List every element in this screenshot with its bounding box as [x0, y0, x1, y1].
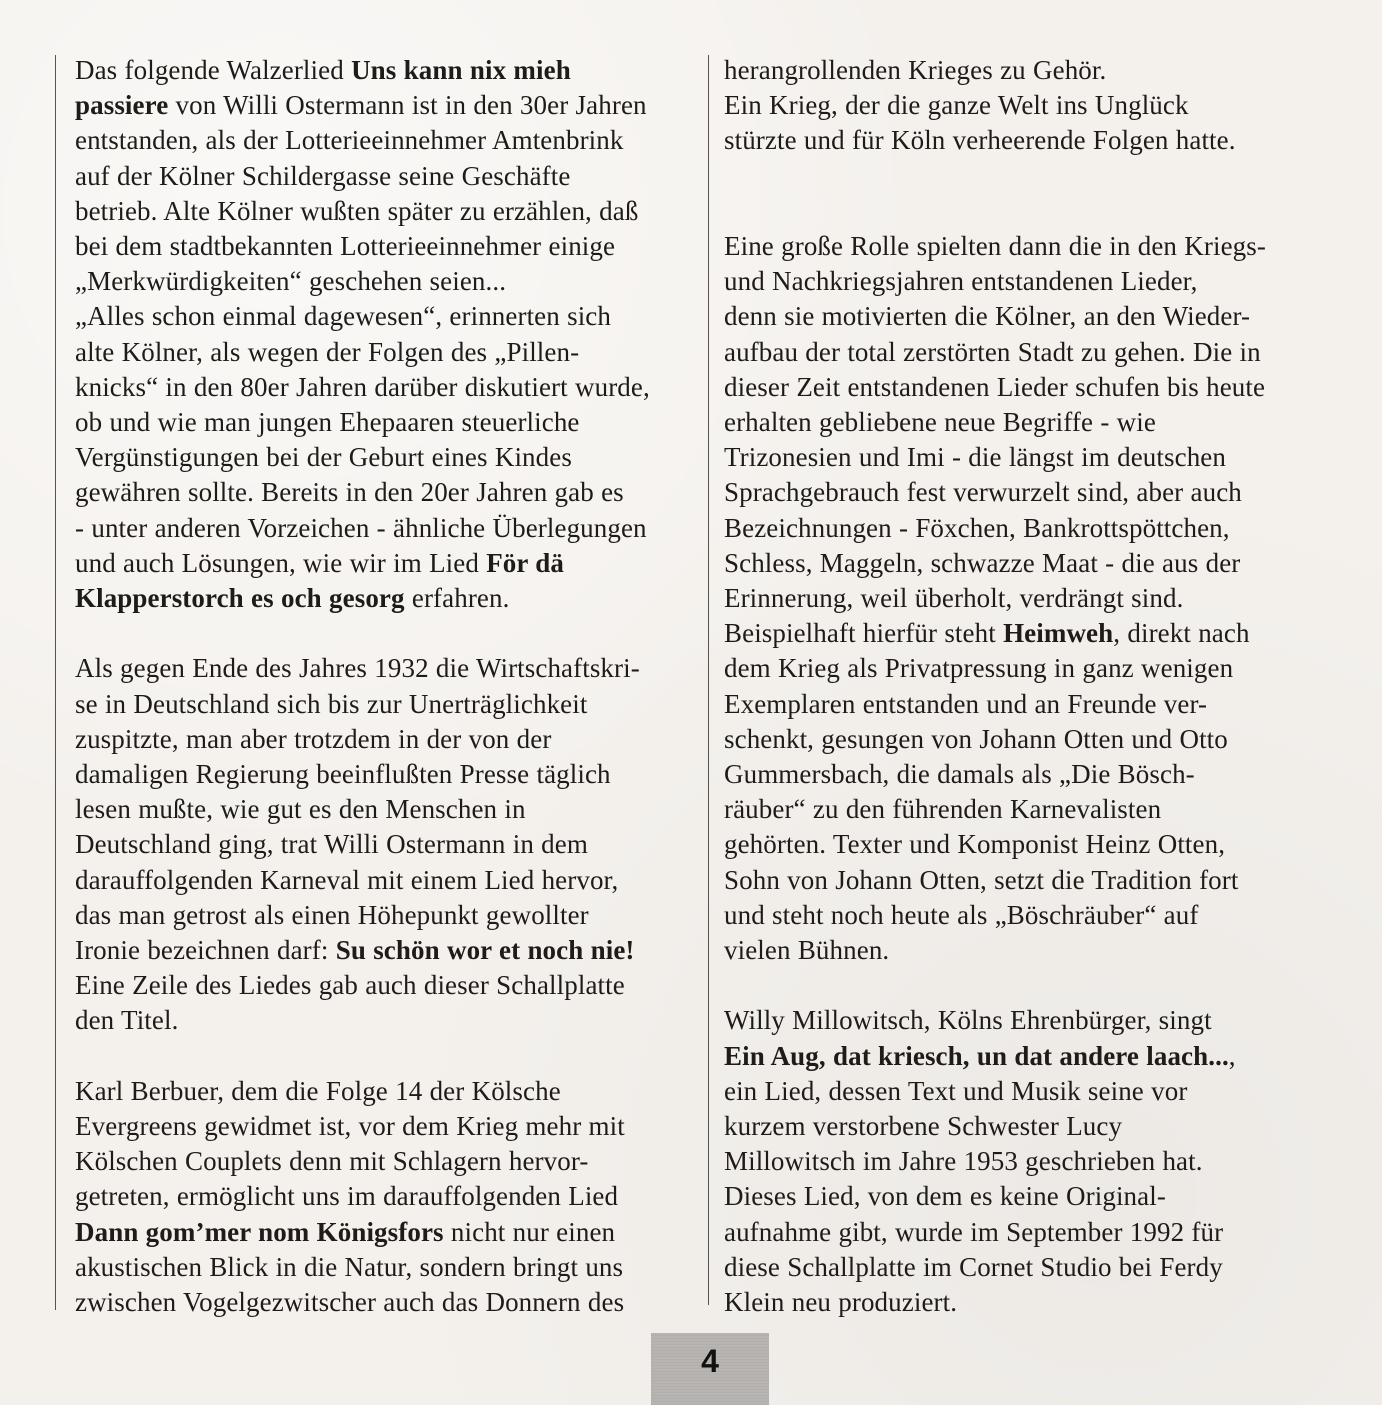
text-line: akustischen Blick in die Natur, sondern bringt uns [75, 1251, 624, 1282]
text-line: zuspitzte, man aber trotzdem in der von der [75, 723, 552, 754]
text-line: auf der Kölner Schildergasse seine Geschäfte [75, 160, 571, 191]
text-line: Als gegen Ende des Jahres 1932 die Wirtschaftskri- [75, 653, 640, 684]
text-line: Millowitsch im Jahre 1953 geschrieben hat. [724, 1146, 1203, 1177]
text-line: Ein Aug, dat kriesch, un dat andere laach..., [724, 1040, 1236, 1071]
text-line: knicks“ in den 80er Jahren darüber diskutiert wurde, [75, 371, 650, 402]
text-line: dem Krieg als Privatpressung in ganz wenigen [724, 653, 1234, 684]
text-line: Gummersbach, die damals als „Die Bösch- [724, 759, 1195, 790]
text-line: dieser Zeit entstandenen Lieder schufen bis heute [724, 371, 1266, 402]
text-line: Erinnerung, weil überholt, verdrängt sind. [724, 583, 1184, 614]
text-line: Exemplaren entstanden und an Freunde ver- [724, 688, 1208, 719]
text-line: aufbau der total zerstörten Stadt zu gehen. Die in [724, 336, 1261, 367]
text-line: Evergreens gewidmet ist, vor dem Krieg mehr mit [75, 1111, 625, 1142]
text-line: ein Lied, dessen Text und Musik seine vor [724, 1075, 1188, 1106]
text-line: Schless, Maggeln, schwazze Maat - die aus der [724, 547, 1241, 578]
text-line: räuber“ zu den führenden Karnevalisten [724, 794, 1162, 825]
text-line: und steht noch heute als „Böschräuber“ auf [724, 899, 1199, 930]
text-line: se in Deutschland sich bis zur Unerträglichkeit [75, 688, 588, 719]
text-line: Karl Berbuer, dem die Folge 14 der Kölsche [75, 1075, 561, 1106]
text-line: Das folgende Walzerlied Uns kann nix mieh [75, 55, 571, 85]
text-line: stürzte und für Köln verheerende Folgen hatte. [724, 125, 1236, 156]
text-line: betrieb. Alte Kölner wußten später zu erzählen, daß [75, 195, 639, 226]
paragraph-spacer [75, 616, 695, 651]
paragraph-spacer [724, 968, 1304, 1003]
text-line: - unter anderen Vorzeichen - ähnliche Überlegungen [75, 512, 647, 543]
text-line: herangrollenden Krieges zu Gehör. [724, 55, 1107, 85]
left-margin-rule [55, 55, 56, 1310]
text-line: Kölschen Couplets denn mit Schlagern hervor- [75, 1146, 589, 1177]
text-line: zwischen Vogelgezwitscher auch das Donnern des [75, 1287, 625, 1318]
text-line: das man getrost als einen Höhepunkt gewollter [75, 899, 589, 930]
text-line: Eine Zeile des Liedes gab auch dieser Schallplatte [75, 970, 625, 1001]
text-line: schenkt, gesungen von Johann Otten und Otto [724, 723, 1228, 754]
text-line: Ironie bezeichnen darf: Su schön wor et noch nie! [75, 935, 635, 966]
text-line: entstanden, als der Lotterieeinnehmer Amtenbrink [75, 125, 624, 156]
page-number: 4 [701, 1343, 719, 1379]
left-text-column [75, 53, 695, 1320]
text-line: damaligen Regierung beeinflußten Presse täglich [75, 759, 611, 790]
text-line: Klapperstorch es och gesorg erfahren. [75, 583, 510, 614]
text-line: Deutschland ging, trat Willi Ostermann in dem [75, 829, 588, 860]
text-line: Bezeichnungen - Föxchen, Bankrottspöttchen, [724, 512, 1230, 543]
text-line: Sohn von Johann Otten, setzt die Tradition fort [724, 864, 1239, 895]
text-line: Dieses Lied, von dem es keine Original- [724, 1181, 1166, 1212]
text-line: den Titel. [75, 1005, 179, 1036]
text-line: gewähren sollte. Bereits in den 20er Jahren gab es [75, 477, 624, 508]
text-line: und Nachkriegsjahren entstandenen Lieder, [724, 266, 1198, 297]
text-line: passiere von Willi Ostermann ist in den 30er Jahren [75, 90, 647, 121]
text-line: „Merkwürdigkeiten“ geschehen seien... [75, 266, 507, 297]
text-line: getreten, ermöglicht uns im darauffolgenden Lied [75, 1181, 619, 1212]
text-line: kurzem verstorbene Schwester Lucy [724, 1111, 1123, 1142]
text-line: erhalten gebliebene neue Begriffe - wie [724, 407, 1156, 437]
text-line: „Alles schon einmal dagewesen“, erinnerten sich [75, 301, 611, 332]
text-line: vielen Bühnen. [724, 935, 890, 966]
paragraph-spacer [724, 159, 1304, 194]
page-number-box [651, 1333, 769, 1405]
text-line: Sprachgebrauch fest verwurzelt sind, aber auch [724, 477, 1242, 508]
column-divider [708, 55, 709, 1305]
text-line: Trizonesien und Imi - die längst im deutschen [724, 442, 1226, 473]
right-text-column [724, 53, 1304, 1320]
text-line: ob und wie man jungen Ehepaaren steuerliche [75, 407, 580, 438]
text-line: denn sie motivierten die Kölner, an den Wieder- [724, 301, 1251, 332]
text-line: Eine große Rolle spielten dann die in den Kriegs- [724, 230, 1266, 261]
text-line: aufnahme gibt, wurde im September 1992 für [724, 1216, 1224, 1247]
text-line: und auch Lösungen, wie wir im Lied För dä [75, 547, 564, 578]
text-line: lesen mußte, wie gut es den Menschen in [75, 794, 526, 825]
text-line: bei dem stadtbekannten Lotterieeinnehmer einige [75, 231, 616, 262]
text-line: alte Kölner, als wegen der Folgen des „Pillen- [75, 336, 580, 367]
text-line: Klein neu produziert. [724, 1287, 958, 1318]
text-line: Ein Krieg, der die ganze Welt ins Unglück [724, 90, 1189, 121]
text-line: darauffolgenden Karneval mit einem Lied hervor, [75, 864, 619, 895]
text-line: Beispielhaft hierfür steht Heimweh, direkt nach [724, 618, 1250, 649]
paragraph-spacer [724, 194, 1304, 229]
text-line: Vergünstigungen bei der Geburt eines Kindes [75, 442, 572, 473]
paragraph-spacer [75, 1039, 695, 1074]
text-line: Willy Millowitsch, Kölns Ehrenbürger, singt [724, 1005, 1212, 1036]
text-line: diese Schallplatte im Cornet Studio bei Ferdy [724, 1251, 1223, 1282]
text-line: gehörten. Texter und Komponist Heinz Otten, [724, 829, 1226, 860]
text-line: Dann gom’mer nom Königsfors nicht nur einen [75, 1216, 616, 1247]
